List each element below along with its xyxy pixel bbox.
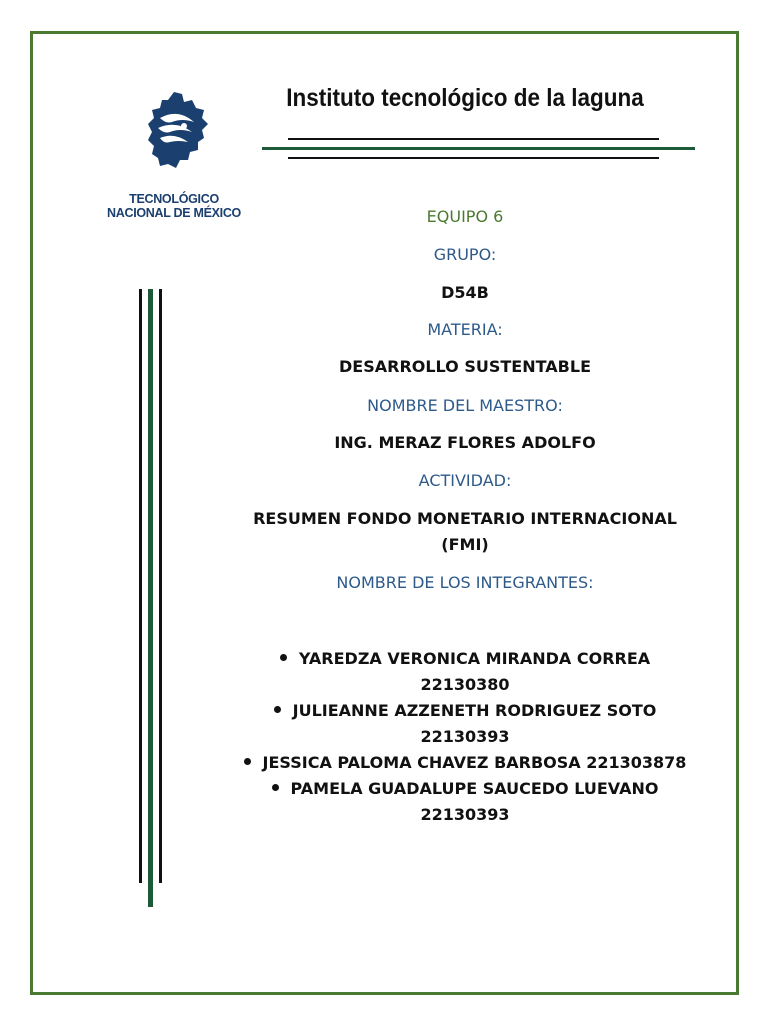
subject-value: DESARROLLO SUSTENTABLE [339, 357, 591, 376]
bullet-icon [244, 758, 251, 765]
members-label: NOMBRE DE LOS INTEGRANTES: [336, 573, 594, 592]
list-item [240, 646, 690, 672]
tecnm-logo [104, 88, 244, 228]
bullet-icon [272, 784, 279, 791]
member-id: 22130393 [420, 727, 510, 746]
cover-info [240, 0, 690, 1024]
member-name: PAMELA GUADALUPE SAUCEDO LUEVANO [290, 779, 659, 798]
member-name: YAREDZA VERONICA MIRANDA CORREA [298, 649, 651, 668]
list-item [240, 776, 690, 802]
list-item-cont [240, 802, 690, 828]
activity-value-line2: (FMI) [441, 535, 489, 554]
side-rule-accent [148, 289, 153, 907]
logo-text-line2: NACIONAL DE MÉXICO [107, 206, 241, 220]
list-item [240, 698, 690, 724]
member-name: JESSICA PALOMA CHAVEZ BARBOSA 221303878 [262, 753, 687, 772]
member-id: 22130393 [420, 805, 510, 824]
list-item-cont [240, 672, 690, 698]
teacher-value: ING. MERAZ FLORES ADOLFO [334, 433, 596, 452]
gear-eagle-icon [138, 88, 210, 188]
subject-label: MATERIA: [427, 320, 503, 339]
logo-text [104, 192, 244, 220]
list-item-cont [240, 724, 690, 750]
side-rule-right [159, 289, 162, 883]
member-name: JULIEANNE AZZENETH RODRIGUEZ SOTO [292, 701, 657, 720]
page-title: Instituto tecnológico de la laguna [286, 84, 644, 112]
members-list [240, 646, 690, 828]
team-name: EQUIPO 6 [426, 207, 504, 226]
teacher-label: NOMBRE DEL MAESTRO: [367, 396, 563, 415]
member-id: 22130380 [420, 675, 510, 694]
bullet-icon [280, 654, 287, 661]
side-rule-left [139, 289, 142, 883]
logo-text-line1: TECNOLÓGICO [129, 192, 219, 206]
list-item [240, 750, 690, 776]
group-value: D54B [441, 283, 489, 302]
activity-value-line1: RESUMEN FONDO MONETARIO INTERNACIONAL [253, 509, 677, 528]
group-label: GRUPO: [433, 245, 497, 264]
activity-label: ACTIVIDAD: [418, 471, 512, 490]
bullet-icon [274, 706, 281, 713]
